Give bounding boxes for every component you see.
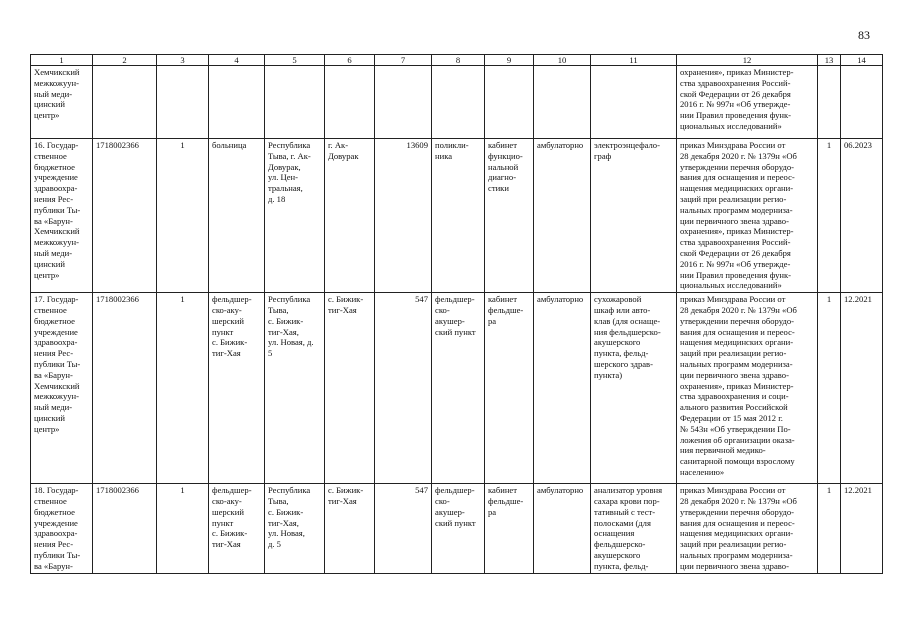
header-cell: 4 (209, 55, 265, 66)
header-cell: 14 (841, 55, 883, 66)
header-cell: 6 (325, 55, 375, 66)
address-cell: Республика Тыва, с. Бижик- тиг-Хая, ул. Новая, д. 5 (265, 293, 325, 484)
locality-cell: с. Бижик- тиг-Хая (325, 293, 375, 484)
page-number: 83 (858, 28, 870, 42)
organization-cell: 16. Государ- ственное бюджетное учреждение здравоохра- нения Рес- публики Ты- ва «Барун- Хемчикский межкожуун- ный меди- цинский центр» (31, 139, 93, 293)
date-cell: 12.2021 (841, 484, 883, 574)
inn-cell: 1718002366 (93, 139, 157, 293)
date-cell: 06.2023 (841, 139, 883, 293)
header-cell: 3 (157, 55, 209, 66)
equipment-cell: анализатор уровня сахара крови пор- тативный с тест- полосками (для оснащения фельдшерско- акушерского пункта, фельд- (591, 484, 677, 574)
header-cell: 8 (432, 55, 485, 66)
header-cell: 7 (375, 55, 432, 66)
count-cell (157, 66, 209, 139)
header-cell: 1 (31, 55, 93, 66)
organization-cell: 18. Государ- ственное бюджетное учреждение здравоохра- нения Рес- публики Ты- ва «Барун- (31, 484, 93, 574)
date-cell (841, 66, 883, 139)
subdivision-cell: фельдшер- ско- акушер- ский пункт (432, 484, 485, 574)
room-cell (485, 66, 534, 139)
quantity-cell (818, 66, 841, 139)
subdivision-cell: фельдшер- ско- акушер- ский пункт (432, 293, 485, 484)
quantity-cell: 1 (818, 484, 841, 574)
facility-type-cell: фельдшер- ско-аку- шерский пункт с. Бижик- тиг-Хая (209, 293, 265, 484)
date-cell: 12.2021 (841, 293, 883, 484)
facility-type-cell: фельдшер- ско-аку- шерский пункт с. Бижик- тиг-Хая (209, 484, 265, 574)
address-cell: Республика Тыва, с. Бижик- тиг-Хая, ул. Новая, д. 5 (265, 484, 325, 574)
care-mode-cell: амбулаторно (534, 139, 591, 293)
equipment-cell: сухожаровой шкаф или авто- клав (для оснаще- ния фельдшерско- акушерского пункта, фельд- шерского здрав- пункта) (591, 293, 677, 484)
header-cell: 13 (818, 55, 841, 66)
inn-cell (93, 66, 157, 139)
count-cell: 1 (157, 293, 209, 484)
subdivision-cell (432, 66, 485, 139)
equipment-cell (591, 66, 677, 139)
room-cell: кабинет фельдше- ра (485, 293, 534, 484)
population-cell: 13609 (375, 139, 432, 293)
subdivision-cell: поликли- ника (432, 139, 485, 293)
regulation-cell: приказ Минздрава России от 28 декабря 2020 г. № 1379н «Об утверждении перечня оборудо- вания для оснащения и переос- нащения медицинских органи- заций при реализации регио- нальных программ модерниза- ции первичного звена здраво- (677, 484, 818, 574)
room-cell: кабинет фельдше- ра (485, 484, 534, 574)
address-cell (265, 66, 325, 139)
count-cell: 1 (157, 484, 209, 574)
population-cell (375, 66, 432, 139)
facility-type-cell (209, 66, 265, 139)
table-row (31, 484, 883, 574)
count-cell: 1 (157, 139, 209, 293)
locality-cell: г. Ак- Довурак (325, 139, 375, 293)
population-cell: 547 (375, 293, 432, 484)
header-cell: 5 (265, 55, 325, 66)
care-mode-cell: амбулаторно (534, 293, 591, 484)
table-row (31, 293, 883, 484)
organization-cell: 17. Государ- ственное бюджетное учреждение здравоохра- нения Рес- публики Ты- ва «Барун- Хемчикский межкожуун- ный меди- цинский центр» (31, 293, 93, 484)
quantity-cell: 1 (818, 293, 841, 484)
table-row (31, 139, 883, 293)
equipment-table (30, 54, 883, 574)
header-cell: 9 (485, 55, 534, 66)
locality-cell (325, 66, 375, 139)
quantity-cell: 1 (818, 139, 841, 293)
regulation-cell: охранения», приказ Министер- ства здравоохранения Россий- ской Федерации от 26 декабря 2016 г. № 997н «Об утвержде- нии Правил проведения функ- циональных исследований» (677, 66, 818, 139)
header-cell: 11 (591, 55, 677, 66)
facility-type-cell: больница (209, 139, 265, 293)
regulation-cell: приказ Минздрава России от 28 декабря 2020 г. № 1379н «Об утверждении перечня оборудо- вания для оснащения и переос- нащения медицинских органи- заций при реализации регио- нальных программ модерниза- ции первичного звена здраво- охранения», приказ Министер- ства здравоохранения и соци- ального развития Российской Федерации от 15 мая 2012 г. № 543н «Об утверждении По- ложения об организации оказа- ния первичной медико- санитарной помощи взрослому населению» (677, 293, 818, 484)
room-cell: кабинет функцио- нальной диагно- стики (485, 139, 534, 293)
table-row (31, 66, 883, 139)
equipment-cell: электроэнцефало- граф (591, 139, 677, 293)
care-mode-cell: амбулаторно (534, 484, 591, 574)
care-mode-cell (534, 66, 591, 139)
organization-cell: Хемчикский межкожуун- ный меди- цинский центр» (31, 66, 93, 139)
regulation-cell: приказ Минздрава России от 28 декабря 2020 г. № 1379н «Об утверждении перечня оборудо- вания для оснащения и переос- нащения медицинских органи- заций при реализации регио- нальных программ модерниза- ции первичного звена здраво- охранения», приказ Министер- ства здравоохранения Россий- ской Федерации от 26 декабря 2016 г. № 997н «Об утвержде- нии Правил проведения функ- циональных исследований» (677, 139, 818, 293)
address-cell: Республика Тыва, г. Ак- Довурак, ул. Цен- тральная, д. 18 (265, 139, 325, 293)
inn-cell: 1718002366 (93, 484, 157, 574)
header-cell: 12 (677, 55, 818, 66)
population-cell: 547 (375, 484, 432, 574)
header-cell: 10 (534, 55, 591, 66)
header-row (31, 55, 883, 66)
inn-cell: 1718002366 (93, 293, 157, 484)
header-cell: 2 (93, 55, 157, 66)
locality-cell: с. Бижик- тиг-Хая (325, 484, 375, 574)
